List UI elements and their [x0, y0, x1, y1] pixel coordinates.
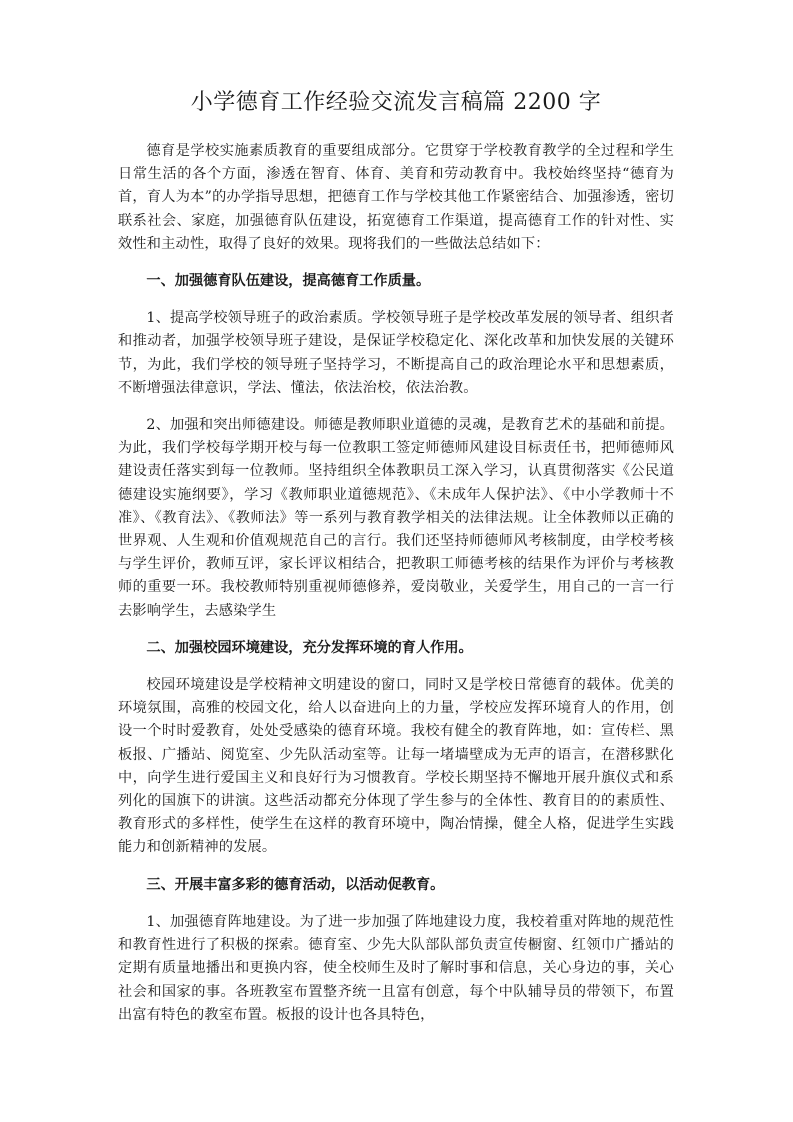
document-title: 小学德育工作经验交流发言稿篇 2200 字	[190, 90, 602, 115]
section-heading-3: 三、开展丰富多彩的德育活动，以活动促教育。	[146, 876, 445, 893]
section-heading-2: 二、加强校园环境建设，充分发挥环境的育人作用。	[146, 639, 473, 656]
paragraph-1-2: 2、加强和突出师德建设。师德是教师职业道德的灵魂，是教育艺术的基础和前提。为此，我们学校每学期开校与每一位教职工签定师德师风建设目标责任书，把师德师风建设责任落实到每一位教师。坚持组织全体教职员工深入学习，认真贯彻落实《公民道德建设实施纲要》，学习《教师职业道德规范》、《未成年人保护法》、《中小学教师十不准》、《教育法》、《教师法》等一系列与教育教学相关的法律法规。让全体教师以正确的世界观、人生观和价值观规范自己的言行。我们还坚持师德师风考核制度，由学校考核与学生评价，教师互评，家长评议相结合，把教职工师德考核的结果作为评价与考核教师的重要一环。我校教师特别重视师德修养，爱岗敬业，关爱学生，用自己的一言一行去影响学生，去感染学生	[118, 417, 674, 619]
paragraph-1-1: 1、提高学校领导班子的政治素质。学校领导班子是学校改革发展的领导者、组织者和推动者，加强学校领导班子建设，是保证学校稳定化、深化改革和加快发展的关键环节，为此，我们学校的领导班子坚持学习，不断提高自己的政治理论水平和思想素质，不断增强法律意识，学法、懂法，依法治校，依法治教。	[118, 310, 674, 396]
intro-paragraph: 德育是学校实施素质教育的重要组成部分。它贯穿于学校教育教学的全过程和学生日常生活的各个方面，渗透在智育、体育、美育和劳动教育中。我校始终坚持“德育为首，育人为本”的办学指导思想，把德育工作与学校其他工作紧密结合、加强渗透，密切联系社会、家庭，加强德育队伍建设，拓宽德育工作渠道，提高德育工作的针对性、实效性和主动性，取得了良好的效果。现将我们的一些做法总结如下：	[118, 143, 674, 252]
document-page	[118, 88, 674, 1041]
paragraph-3-1: 1、加强德育阵地建设。为了进一步加强了阵地建设力度，我校着重对阵地的规范性和教育性进行了积极的探索。德育室、少先大队部队部负责宣传橱窗、红领巾广播站的定期有质量地播出和更换内容，使全校师生及时了解时事和信息，关心身边的事，关心社会和国家的事。各班教室布置整齐统一且富有创意，每个中队辅导员的带领下，布置出富有特色的教室布置。板报的设计也各具特色，	[118, 913, 674, 1023]
paragraph-2-1: 校园环境建设是学校精神文明建设的窗口，同时又是学校日常德育的载体。优美的环境氛围，高雅的校园文化，给人以奋进向上的力量，学校应发挥环境育人的作用，创设一个时时爱教育，处处受感染的德育环境。我校有健全的教育阵地，如：宣传栏、黑板报、广播站、阅览室、少先队活动室等。让每一堵墙壁成为无声的语言，在潜移默化中，向学生进行爱国主义和良好行为习惯教育。学校长期坚持不懈地开展升旗仪式和系列化的国旗下的讲演。这些活动都充分体现了学生参与的全体性、教育目的的素质性、教育形式的多样性，使学生在这样的教育环境中，陶冶情操，健全人格，促进学生实践能力和创新精神的发展。	[118, 677, 674, 856]
document-body	[118, 140, 674, 1027]
section-heading-1: 一、加强德育队伍建设，提高德育工作质量。	[146, 273, 431, 290]
